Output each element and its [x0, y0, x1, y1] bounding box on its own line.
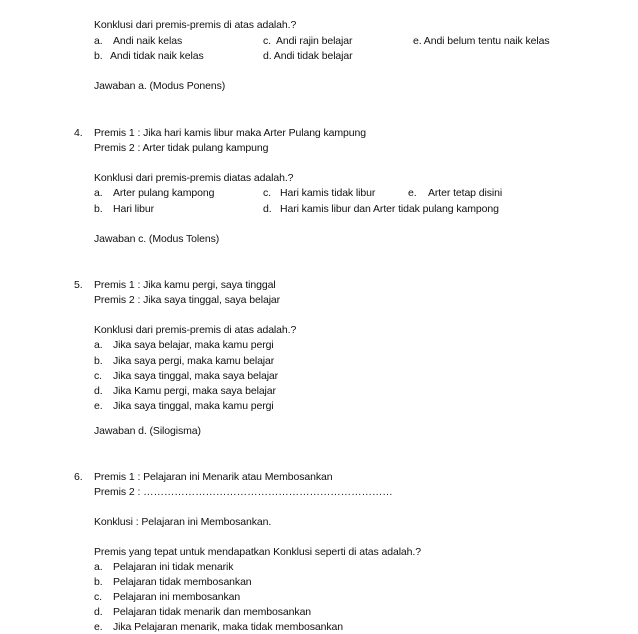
q4-premis-2: Premis 2 : Arter tidak pulang kampung: [94, 142, 269, 154]
q6-premis-1: Premis 1 : Pelajaran ini Menarik atau Membosankan: [94, 471, 333, 483]
q3-option-b-letter: b.: [94, 50, 103, 62]
q6-question: Premis yang tepat untuk mendapatkan Konklusi seperti di atas adalah.?: [94, 546, 421, 558]
list-item-letter: a.: [94, 339, 103, 351]
q4-premis-1: Premis 1 : Jika hari kamis libur maka Arter Pulang kampung: [94, 127, 366, 139]
list-item-letter: e.: [94, 621, 103, 633]
q3-option-e: e. Andi belum tentu naik kelas: [413, 35, 550, 47]
q4-option-d-letter: d.: [263, 203, 272, 215]
list-item: Jika saya belajar, maka kamu pergi: [113, 339, 274, 351]
list-item-letter: c.: [94, 591, 102, 603]
q4-option-d-text: Hari kamis libur dan Arter tidak pulang kampong: [280, 203, 499, 215]
q4-option-c-letter: c.: [263, 187, 271, 199]
q3-option-a-letter: a.: [94, 35, 103, 47]
list-item: Jika Kamu pergi, maka saya belajar: [113, 385, 276, 397]
list-item-letter: e.: [94, 400, 103, 412]
list-item-letter: b.: [94, 355, 103, 367]
q5-number: 5.: [74, 279, 83, 291]
list-item-letter: a.: [94, 561, 103, 573]
list-item-letter: d.: [94, 385, 103, 397]
q3-answer: Jawaban a. (Modus Ponens): [94, 80, 226, 92]
q3-option-a-text: Andi naik kelas: [113, 35, 183, 47]
q4-answer: Jawaban c. (Modus Tolens): [94, 233, 220, 245]
list-item: Jika saya tinggal, maka saya belajar: [113, 370, 279, 382]
q6-number: 6.: [74, 471, 83, 483]
q3-option-b-text: Andi tidak naik kelas: [110, 50, 204, 62]
q4-option-e-text: Arter tetap disini: [428, 187, 503, 199]
list-item: Jika saya pergi, maka kamu belajar: [113, 355, 275, 367]
q4-number: 4.: [74, 127, 83, 139]
list-item: Jika Pelajaran menarik, maka tidak membosankan: [113, 621, 344, 633]
list-item: Jika saya tinggal, maka kamu pergi: [113, 400, 274, 412]
q5-answer: Jawaban d. (Silogisma): [94, 425, 201, 437]
list-item: Pelajaran tidak membosankan: [113, 576, 252, 588]
q4-option-e-letter: e.: [408, 187, 417, 199]
list-item: Pelajaran ini membosankan: [113, 591, 241, 603]
list-item: Pelajaran tidak menarik dan membosankan: [113, 606, 312, 618]
q3-option-d: d. Andi tidak belajar: [263, 50, 353, 62]
q4-option-b-letter: b.: [94, 203, 103, 215]
list-item-letter: b.: [94, 576, 103, 588]
q4-option-a-letter: a.: [94, 187, 103, 199]
q5-premis-2: Premis 2 : Jika saya tinggal, saya belajar: [94, 294, 281, 306]
q3-option-c-text: Andi rajin belajar: [276, 35, 353, 47]
q6-konklusi: Konklusi : Pelajaran ini Membosankan.: [94, 516, 272, 528]
list-item-letter: d.: [94, 606, 103, 618]
q4-option-a-text: Arter pulang kampong: [113, 187, 215, 199]
list-item-letter: c.: [94, 370, 102, 382]
q3-option-c-letter: c.: [263, 35, 271, 47]
q4-option-b-text: Hari libur: [113, 203, 155, 215]
q5-question: Konklusi dari premis-premis di atas adalah.?: [94, 324, 297, 336]
q4-option-c-text: Hari kamis tidak libur: [280, 187, 376, 199]
q3-question: Konklusi dari premis-premis di atas adalah.?: [94, 19, 297, 31]
list-item: Pelajaran ini tidak menarik: [113, 561, 234, 573]
q4-question: Konklusi dari premis-premis diatas adalah.?: [94, 172, 294, 184]
q5-premis-1: Premis 1 : Jika kamu pergi, saya tinggal: [94, 279, 276, 291]
q6-premis-2: Premis 2 : ………………………………………………………………: [94, 486, 393, 498]
